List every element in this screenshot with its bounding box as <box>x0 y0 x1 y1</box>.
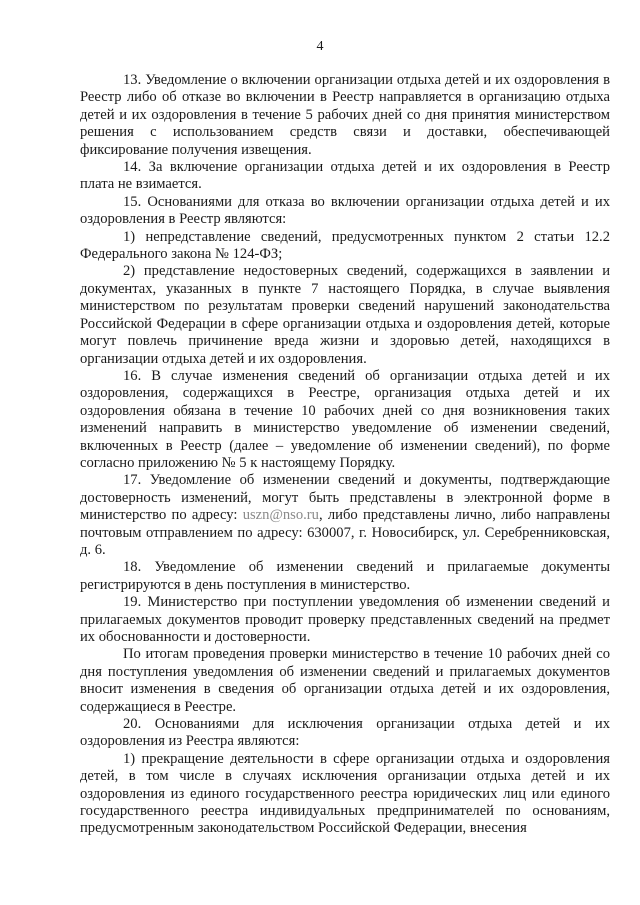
paragraph-15: 15. Основаниями для отказа во включении организации отдыха детей и их оздоровления в Реестр являются: <box>80 193 610 228</box>
paragraph-13: 13. Уведомление о включении организации отдыха детей и их оздоровления в Реестр либо об отказе во включении в Реестр направляется в организацию отдыха детей и их оздоровления в течение 5 рабочих дней со дня принятия министерством решения с использованием средств связи и доставки, обеспечивающей фиксирование получения извещения. <box>80 72 610 158</box>
paragraph-19-result: По итогам проведения проверки министерство в течение 10 рабочих дней со дня поступления уведомления об изменении сведений и прилагаемых документов вносит изменения в сведения об организации отдыха детей и их оздоровления, содержащиеся в Реестре. <box>80 646 610 715</box>
paragraph-15-item-1: 1) непредставление сведений, предусмотренных пунктом 2 статьи 12.2 Федерального закона № 124-ФЗ; <box>80 228 610 263</box>
paragraph-18: 18. Уведомление об изменении сведений и прилагаемые документы регистрируются в день поступления в министерство. <box>80 559 610 593</box>
paragraph-17-text-before: 17. Уведомление об изменении сведений и документы, подтверждающие достоверность изменений, могут быть представлены в электронной форме в министерство по адресу: <box>80 472 610 524</box>
email-address: uszn@nso.ru <box>242 507 319 524</box>
paragraph-19: 19. Министерство при поступлении уведомления об изменении сведений и прилагаемых документов проводит проверку представленных сведений на предмет их обоснованности и достоверности. <box>80 594 610 645</box>
paragraph-17 <box>80 472 610 559</box>
document-body <box>80 72 610 838</box>
paragraph-14: 14. За включение организации отдыха детей и их оздоровления в Реестр плата не взимается. <box>80 159 610 193</box>
paragraph-20: 20. Основаниями для исключения организации отдыха детей и их оздоровления из Реестра являются: <box>80 716 610 750</box>
paragraph-17-text-after: , либо представлены лично, либо направлены почтовым отправлением по адресу: 630007, г. Новосибирск, ул. Серебренниковская, д. 6. <box>80 507 610 558</box>
paragraph-20-item-1: 1) прекращение деятельности в сфере организации отдыха и оздоровления детей, в том числе в случаях исключения организации отдыха детей и их оздоровления из единого государственного реестра юридических лиц или единого государственного реестра индивидуальных предпринимателей по основаниям, предусмотренным законодательством Российской Федерации, внесения <box>80 750 610 837</box>
page-number: 4 <box>316 39 324 54</box>
paragraph-15-item-2: 2) представление недостоверных сведений, содержащихся в заявлении и документах, указанных в пункте 7 настоящего Порядка, в случае выявления министерством по результатам проверки сведений нарушений законодательства Российской Федерации в сфере организации отдыха и оздоровления детей, которые могут повлечь причинение вреда жизни и здоровью детей, находящихся в организации отдыха детей и их оздоровления. <box>80 263 610 367</box>
paragraph-16: 16. В случае изменения сведений об организации отдыха детей и их оздоровления, содержащихся в Реестре, организация отдыха детей и их оздоровления обязана в течение 10 рабочих дней со дня возникновения таких изменений направить в министерство уведомление об изменении сведений, включенных в Реестр (далее – уведомление об изменении сведений), по форме согласно приложению № 5 к настоящему Порядку. <box>80 367 610 471</box>
